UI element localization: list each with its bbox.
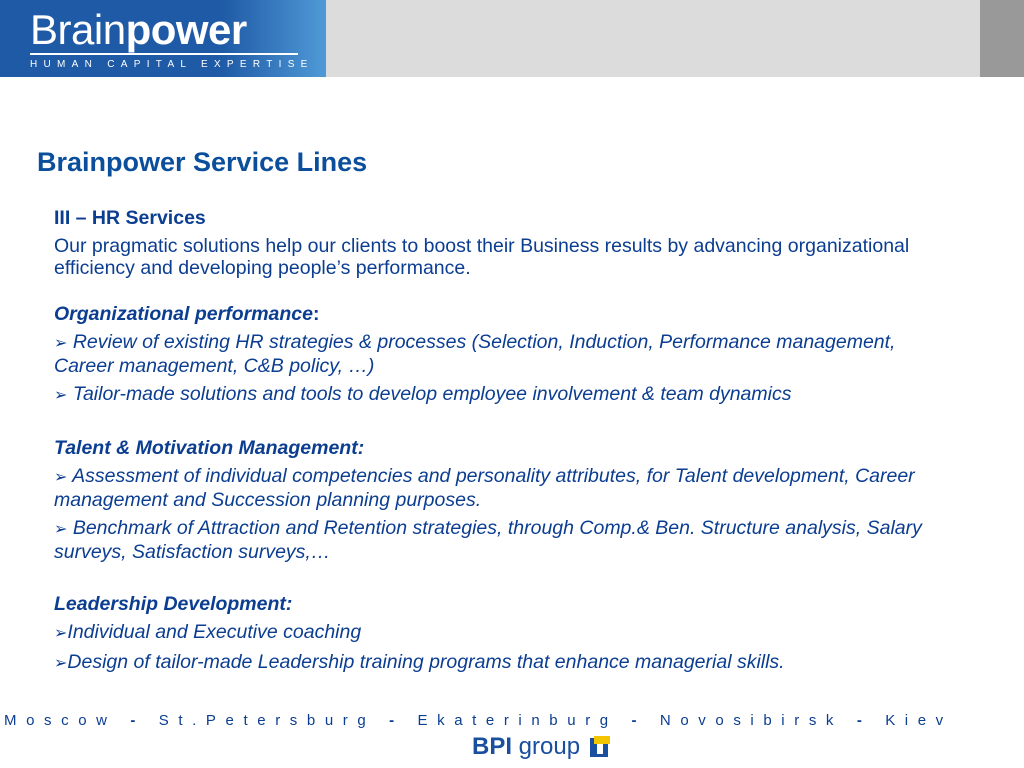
group-label-colon: : <box>312 303 320 325</box>
logo-word-light: Brain <box>30 6 126 53</box>
group-label-leadership: Leadership Development: <box>54 593 293 615</box>
bpi-group-wordmark <box>472 733 580 760</box>
arrow-bullet-icon: ➢ <box>54 387 68 404</box>
list-item-text: Review of existing HR strategies & processes (Selection, Induction, Performance management, Career management, C&B policy, …) <box>54 331 896 377</box>
logo-word-bold: power <box>125 6 247 53</box>
content-body <box>54 207 954 681</box>
logo-underline <box>30 53 298 55</box>
list-item-text: Tailor-made solutions and tools to develop employee involvement & team dynamics <box>72 383 792 405</box>
list-item <box>54 651 954 675</box>
city-separator: - <box>130 712 146 729</box>
header-bar <box>0 0 1024 77</box>
logo-tagline: HUMAN CAPITAL EXPERTISE <box>30 59 314 70</box>
bpi-brand-light: group <box>512 733 581 760</box>
city-separator: - <box>631 712 647 729</box>
city-st-petersburg: St.Petersburg <box>158 712 376 729</box>
bpi-group-logo <box>472 732 611 762</box>
arrow-bullet-icon: ➢ <box>54 521 68 538</box>
list-item-text: Assessment of individual competencies and personality attributes, for Talent development, Career management and Succession planning purposes. <box>54 465 915 511</box>
list-item <box>54 331 954 377</box>
arrow-bullet-icon: ➢ <box>54 625 68 642</box>
city-separator: - <box>856 712 872 729</box>
group-label-organizational <box>54 303 954 325</box>
brainpower-logo <box>0 0 326 77</box>
list-item-text: Individual and Executive coaching <box>67 621 362 643</box>
group-label-talent: Talent & Motivation Management: <box>54 437 365 459</box>
section-heading: III – HR Services <box>54 207 206 229</box>
arrow-bullet-icon: ➢ <box>54 335 68 352</box>
logo-wordmark <box>30 4 247 56</box>
list-item <box>54 517 954 563</box>
list-item-text: Benchmark of Attraction and Retention strategies, through Comp.& Ben. Structure analysis, Salary surveys, Satisfaction surveys,… <box>54 517 922 563</box>
arrow-bullet-icon: ➢ <box>54 655 68 672</box>
header-accent-block <box>980 0 1024 77</box>
city-novosibirsk: Novosibirsk <box>659 712 844 729</box>
list-item <box>54 383 954 407</box>
footer-cities <box>4 711 1024 731</box>
group-label-text: Organizational performance <box>54 303 313 325</box>
bpi-logo-icon <box>589 735 611 759</box>
list-item-text: Design of tailor-made Leadership training programs that enhance managerial skills. <box>67 651 785 673</box>
arrow-bullet-icon: ➢ <box>54 469 68 486</box>
list-item <box>54 621 954 645</box>
bpi-brand-bold: BPI <box>472 733 513 760</box>
page-title: Brainpower Service Lines <box>37 147 368 177</box>
list-item <box>54 465 954 511</box>
city-kiev: Kiev <box>885 712 953 729</box>
city-moscow: Moscow <box>4 712 117 729</box>
city-ekaterinburg: Ekaterinburg <box>417 712 618 729</box>
city-separator: - <box>389 712 404 729</box>
section-intro: Our pragmatic solutions help our clients to boost their Business results by advancing organizational efficiency and developing people’s performance. <box>54 235 910 279</box>
